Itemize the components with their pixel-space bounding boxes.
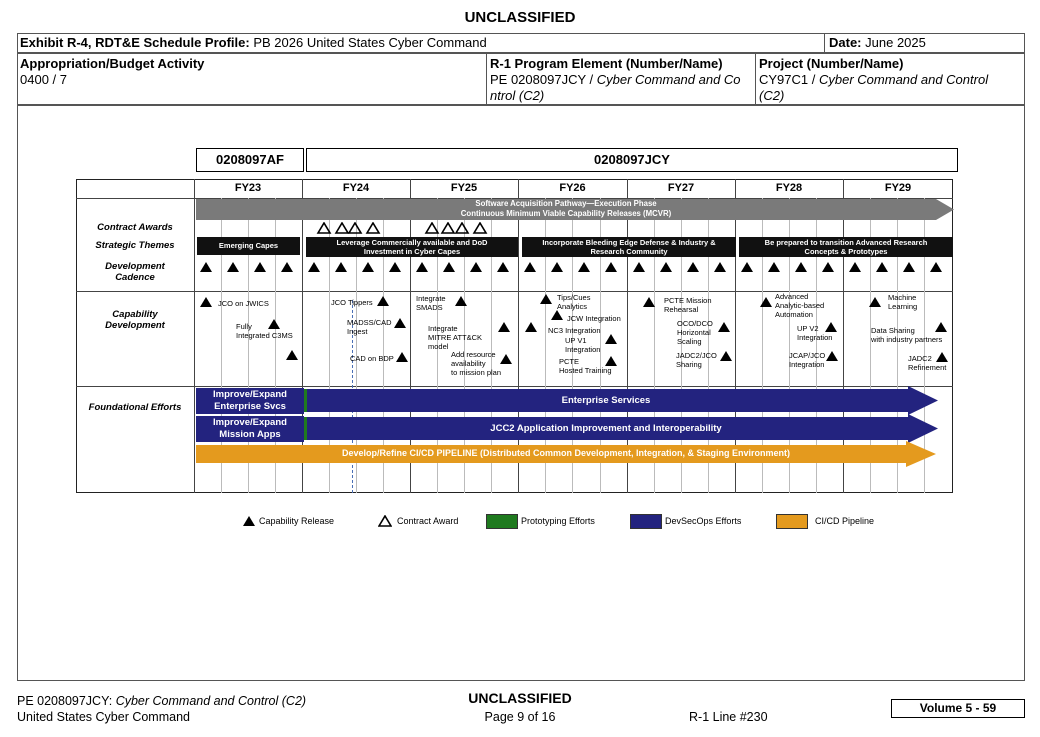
appropriation-label: Appropriation/Budget Activity xyxy=(20,56,205,71)
cap-c9a: Tips/Cues xyxy=(557,293,591,302)
exhibit-label: Exhibit R-4, RDT&E Schedule Profile: xyxy=(20,35,250,50)
legend-prototyping: Prototyping Efforts xyxy=(521,516,595,526)
cap-c17b: Analytic-based xyxy=(775,301,825,310)
theme-emerging-capes: Emerging Capes xyxy=(197,237,300,255)
cap-smads xyxy=(416,294,446,312)
capability-release-icon xyxy=(551,310,563,320)
cadence-release-icon xyxy=(335,262,347,272)
cap-c22b: Refinement xyxy=(908,363,947,372)
capability-release-icon xyxy=(377,296,389,306)
cadence-release-icon xyxy=(687,262,699,272)
cadence-release-icon xyxy=(822,262,834,272)
cap-jcap-jco xyxy=(789,351,825,369)
cadence-release-icon xyxy=(930,262,942,272)
improve-mission-line1: Improve/Expand xyxy=(213,417,287,428)
exhibit-value: PB 2026 United States Cyber Command xyxy=(253,35,487,50)
project-cell xyxy=(759,56,1021,104)
cap-c22a: JADC2 xyxy=(908,354,932,363)
capability-release-icon xyxy=(200,297,212,307)
cadence-release-icon xyxy=(362,262,374,272)
cadence-release-icon xyxy=(281,262,293,272)
capability-release-icon xyxy=(396,352,408,362)
capability-release-icon xyxy=(760,297,772,307)
footer-pe: PE 0208097JCY: xyxy=(17,694,113,708)
theme-advanced-research xyxy=(739,237,953,257)
pathway-label xyxy=(196,199,936,219)
capability-release-icon xyxy=(498,322,510,332)
cadence-release-icon xyxy=(227,262,239,272)
improve-mission-line2: Mission Apps xyxy=(219,429,281,440)
improve-enterprise-line2: Enterprise Svcs xyxy=(214,401,286,412)
footer-volume: Volume 5 - 59 xyxy=(919,701,997,715)
cap-c4b: Ingest xyxy=(347,327,368,336)
pathway-line1: Software Acquisition Pathway—Execution Phase xyxy=(475,199,657,208)
cicd-pipeline-label: Develop/Refine CI/CD PIPELINE (Distributed Common Development, Integration, & Staging Environment) xyxy=(341,448,791,458)
cadence-release-icon xyxy=(876,262,888,272)
cap-c21b: with industry partners xyxy=(871,335,943,344)
capability-release-icon xyxy=(869,297,881,307)
date xyxy=(829,35,926,51)
cap-jcw: JCW Integration xyxy=(567,314,621,323)
theme-leverage-line1: Leverage Commercially available and DoD xyxy=(336,238,488,247)
contract-award-icon xyxy=(378,515,392,527)
capability-release-icon xyxy=(243,516,255,526)
row-label-development-cadence: Development Cadence xyxy=(105,261,165,283)
appropriation-value: 0400 / 7 xyxy=(20,72,67,87)
cadence-release-icon xyxy=(200,262,212,272)
date-value: June 2025 xyxy=(865,35,926,50)
cap-c15a: OCO/DCO xyxy=(677,319,713,328)
cadence-release-icon xyxy=(605,262,617,272)
cap-c4a: MADSS/CAD xyxy=(347,318,392,327)
legend-cicd-swatch xyxy=(776,514,808,529)
exhibit-title xyxy=(20,35,487,51)
project-name-2: (C2) xyxy=(759,88,785,103)
capability-release-icon xyxy=(718,322,730,332)
cap-c17c: Automation xyxy=(775,310,813,319)
jcc2-label: JCC2 Application Improvement and Interoperability xyxy=(490,423,722,434)
appropriation-cell xyxy=(20,56,204,88)
theme-bleeding-line2: Research Community xyxy=(590,247,668,256)
legend-prototyping-swatch xyxy=(486,514,518,529)
capability-release-icon xyxy=(525,322,537,332)
footer-page: Page 9 of 16 xyxy=(484,710,556,724)
capability-release-icon xyxy=(936,352,948,362)
theme-advanced-line2: Concepts & Prototypes xyxy=(804,247,888,256)
cap-c8a: Add resource xyxy=(451,350,496,359)
cap-c8b: availability xyxy=(451,359,486,368)
cap-c7b: MITRE ATT&CK xyxy=(428,333,483,342)
cap-c13b: Hosted Training xyxy=(559,366,612,375)
legend-contract-award: Contract Award xyxy=(397,516,459,526)
cadence-release-icon xyxy=(470,262,482,272)
cadence-release-icon xyxy=(903,262,915,272)
cadence-release-icon xyxy=(660,262,672,272)
cadence-release-icon xyxy=(714,262,726,272)
r1-name-1: Cyber Command and Co xyxy=(596,72,741,87)
cap-c14a: PCTE Mission xyxy=(664,296,712,305)
footer-pe-name: Cyber Command and Control (C2) xyxy=(115,694,307,708)
contract-award-icon xyxy=(424,222,494,235)
theme-leverage-commercial xyxy=(306,237,518,257)
cap-c7a: Integrate xyxy=(428,324,458,333)
cap-c20a: Machine xyxy=(888,293,917,302)
cadence-release-icon xyxy=(308,262,320,272)
cap-c13a: PCTE xyxy=(559,357,580,366)
cap-c8c: to mission plan xyxy=(451,368,502,377)
fy-header: FY28 xyxy=(775,182,803,194)
cap-c16a: JADC2/JCO xyxy=(676,351,717,360)
theme-advanced-line1: Be prepared to transition Advanced Research xyxy=(764,238,928,247)
contract-award-icon xyxy=(316,222,386,235)
fy-header: FY24 xyxy=(342,182,370,194)
footer-classification: UNCLASSIFIED xyxy=(468,690,572,706)
cadence-release-icon xyxy=(849,262,861,272)
cap-c12a: UP V1 xyxy=(565,336,587,345)
pathway-line2: Continuous Minimum Viable Capability Releases (MCVR) xyxy=(460,209,672,218)
fy-header: FY25 xyxy=(450,182,478,194)
cap-oco-dco xyxy=(677,319,713,346)
legend-devsecops: DevSecOps Efforts xyxy=(665,516,742,526)
cap-resource xyxy=(451,350,501,377)
cadence-release-icon xyxy=(633,262,645,272)
capability-release-icon xyxy=(455,296,467,306)
cap-machine-learning xyxy=(888,293,917,311)
r1-name-2: ntrol (C2) xyxy=(490,88,545,103)
cadence-release-icon xyxy=(389,262,401,272)
fy-header: FY26 xyxy=(559,182,586,194)
cap-c15c: Scaling xyxy=(677,337,702,346)
cap-up-v1 xyxy=(565,336,600,354)
theme-leverage-line2: Investment in Cyber Capes xyxy=(363,247,461,256)
cadence-release-icon xyxy=(524,262,536,272)
cap-c16b: Sharing xyxy=(676,360,702,369)
cap-c7c: model xyxy=(428,342,449,351)
enterprise-services-label: Enterprise Services xyxy=(561,395,651,406)
capability-release-icon xyxy=(605,334,617,344)
cap-c17a: Advanced xyxy=(775,292,809,301)
cap-pcte-mission xyxy=(664,296,712,314)
cap-jco-jwics: JCO on JWICS xyxy=(218,299,269,308)
row-label-strategic-themes: Strategic Themes xyxy=(95,240,175,251)
capability-release-icon xyxy=(605,356,617,366)
cap-c18a: UP V2 xyxy=(797,324,819,333)
legend-cicd: CI/CD Pipeline xyxy=(815,516,875,526)
theme-bleeding-line1: Incorporate Bleeding Edge Defense & Industry & xyxy=(542,238,716,247)
top-classification: UNCLASSIFIED xyxy=(464,9,576,26)
theme-bleeding-edge xyxy=(522,237,736,257)
cap-cad-bdp: CAD on BDP xyxy=(350,354,394,363)
cap-madss xyxy=(347,318,392,336)
capability-release-icon xyxy=(286,350,298,360)
capability-release-icon xyxy=(825,322,837,332)
cadence-release-icon xyxy=(551,262,563,272)
cadence-release-icon xyxy=(416,262,428,272)
cap-c20b: Learning xyxy=(888,302,918,311)
cadence-release-icon xyxy=(254,262,266,272)
cap-c2b: Integrated C3MS xyxy=(236,331,293,340)
project-label: Project (Number/Name) xyxy=(759,56,904,71)
cadence-release-icon xyxy=(443,262,455,272)
fy-header: FY27 xyxy=(667,182,695,194)
capability-release-icon xyxy=(935,322,947,332)
pe-old: 0208097AF xyxy=(216,152,284,167)
cap-jadc2-sharing xyxy=(676,351,717,369)
project-code: CY97C1 / xyxy=(759,72,816,87)
r1-label: R-1 Program Element (Number/Name) xyxy=(490,56,723,71)
capability-release-icon xyxy=(826,351,838,361)
cap-c21a: Data Sharing xyxy=(871,326,915,335)
improve-enterprise-line1: Improve/Expand xyxy=(213,389,287,400)
cap-c12b: Integration xyxy=(565,345,601,354)
improve-mission-apps xyxy=(196,416,304,442)
cadence-release-icon xyxy=(795,262,807,272)
date-label: Date: xyxy=(829,35,862,50)
cap-c19b: Integration xyxy=(789,360,825,369)
capability-release-icon xyxy=(643,297,655,307)
cap-advanced-analytic xyxy=(775,292,824,319)
r1-pe: PE 0208097JCY / xyxy=(490,72,594,87)
row-label-capability-development: Capability Development xyxy=(105,309,165,331)
capability-release-icon xyxy=(394,318,406,328)
cap-jco-tippers: JCO Tippers xyxy=(331,298,373,307)
cap-tips-cues xyxy=(557,293,590,311)
cap-c9b: Analytics xyxy=(557,302,588,311)
footer-r1-line: R-1 Line #230 xyxy=(689,710,768,724)
fy-header: FY29 xyxy=(884,182,912,194)
legend-capability-release: Capability Release xyxy=(259,516,335,526)
row-label-contract-awards: Contract Awards xyxy=(97,222,173,233)
cap-mitre xyxy=(428,324,482,351)
legend-devsecops-swatch xyxy=(630,514,662,529)
footer-left xyxy=(17,693,306,725)
capability-release-icon xyxy=(500,354,512,364)
cap-data-sharing xyxy=(871,326,942,344)
r1-cell xyxy=(490,56,752,104)
project-name-1: Cyber Command and Control xyxy=(819,72,989,87)
cap-c2a: Fully xyxy=(236,322,252,331)
cap-nc3: NC3 Integration xyxy=(548,326,601,335)
pe-new: 0208097JCY xyxy=(594,152,670,167)
cap-c6a: Integrate xyxy=(416,294,446,303)
row-label-foundational-efforts: Foundational Efforts xyxy=(88,402,182,413)
cap-c15b: Horizontal xyxy=(677,328,711,337)
improve-enterprise-svcs xyxy=(196,388,304,414)
cadence-release-icon xyxy=(768,262,780,272)
fy-header: FY23 xyxy=(234,182,262,194)
capability-release-icon xyxy=(540,294,552,304)
cadence-release-icon xyxy=(497,262,509,272)
cadence-release-icon xyxy=(741,262,753,272)
cap-c14b: Rehearsal xyxy=(664,305,699,314)
cap-pcte-training xyxy=(559,357,612,375)
footer-org: United States Cyber Command xyxy=(17,710,190,724)
capability-release-icon xyxy=(720,351,732,361)
cap-c19a: JCAP/JCO xyxy=(789,351,826,360)
cadence-release-icon xyxy=(578,262,590,272)
cap-c6b: SMADS xyxy=(416,303,443,312)
cap-integrated-c3ms xyxy=(236,322,293,340)
cap-c18b: Integration xyxy=(797,333,833,342)
